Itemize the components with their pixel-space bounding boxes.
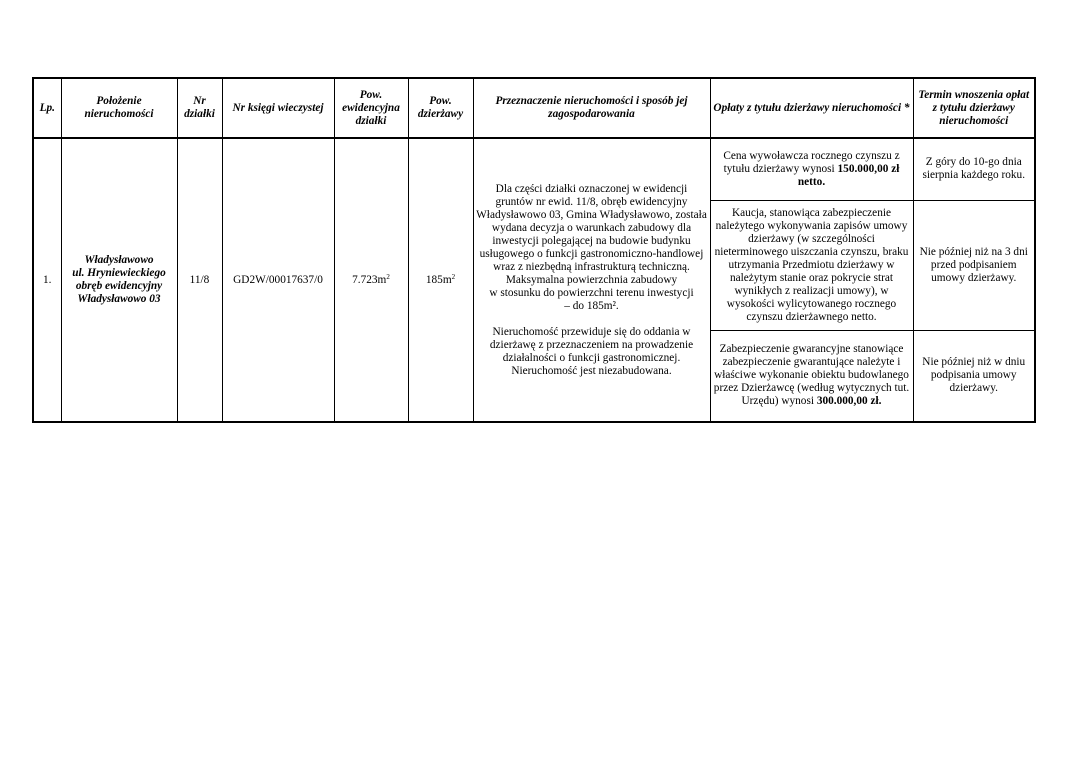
- plot-number: 11/8: [177, 138, 222, 422]
- table-header-row: [33, 78, 1035, 138]
- purpose-paragraph: Nieruchomość przewiduje się do oddania w dzierżawę z przeznaczeniem na prowadzenie działalności o funkcji gastronomicznej. Nieruchomość jest niezabudowana.: [489, 325, 694, 377]
- fee-text: Cena wywoławcza rocznego czynszu z tytułu dzierżawy wynosi: [723, 149, 900, 175]
- fee-amount: 300.000,00 zł: [816, 395, 879, 408]
- purpose-max-area-line: Maksymalna powierzchnia zabudowy: [505, 273, 678, 286]
- fee-text: Kaucja, stanowiąca zabezpieczenie należytego wykonywania zapisów umowy dzierżawy (w szczególności nieterminowego uiszczania czynszu, braku utrzymania Przedmiotu dzierżawy w należytym stanie oraz pokrycie strat wynikłych z realizacji umowy), w wysokości wylicytowanego rocznego czynszu dzierżawnego netto.: [714, 206, 909, 323]
- term-text: Z góry do 10-go dnia sierpnia każdego roku.: [922, 156, 1026, 182]
- header-purpose: Przeznaczenie nieruchomości i sposób jej zagospodarowania: [473, 78, 710, 138]
- header-term: Termin wnoszenia opłat z tytułu dzierżawy nieruchomości: [913, 78, 1035, 138]
- property-lease-table: [32, 77, 1036, 423]
- purpose-paragraph: [476, 183, 708, 313]
- header-location: Położenie nieruchomości: [61, 78, 177, 138]
- area-lease: [408, 138, 473, 422]
- area-register: [334, 138, 408, 422]
- area-lease-value: 185m: [425, 273, 452, 286]
- purpose-max-area-line: w stosunku do powierzchni terenu inwestycji: [489, 286, 694, 299]
- header-area-lease: Pow. dzierżawy: [408, 78, 473, 138]
- term-deposit: [913, 200, 1035, 330]
- area-register-exponent: 2: [386, 272, 390, 281]
- property-purpose: [473, 138, 710, 422]
- area-lease-exponent: 2: [451, 272, 456, 281]
- fee-guarantee: [710, 330, 913, 422]
- purpose-max-area-line: – do 185m².: [564, 299, 619, 312]
- header-lp: Lp.: [33, 78, 61, 138]
- header-plot-number: Nr działki: [177, 78, 222, 138]
- row-lp: 1.: [33, 138, 61, 422]
- purpose-decision-text: Dla części działki oznaczonej w ewidencji gruntów nr ewid. 11/8, obręb ewidencyjny Władysławowo 03, Gmina Władysławowo, została wydana decyzja o warunkach zabudowy dla inwestycji polegającej na budowie budynku usługowego o funkcji gastronomiczno-handlowej wraz z niezbędną infrastrukturą techniczną.: [476, 182, 707, 273]
- term-rent: [913, 138, 1035, 200]
- fee-text: Zabezpieczenie gwarancyjne stanowiące zabezpieczenie gwarantujące należyte i właściwe wykonanie obiektu budowlanego przez Dzierżawcę (według wytycznych tut. Urzędu) wynosi: [713, 343, 910, 408]
- property-location: [61, 138, 177, 422]
- fee-amount: 150.000,00 zł netto: [797, 162, 900, 188]
- location-line: obręb ewidencyjny: [75, 280, 163, 292]
- term-text: Nie później niż w dniu podpisania umowy dzierżawy.: [922, 356, 1026, 395]
- location-line: Władysławowo 03: [77, 293, 161, 305]
- header-area-register: Pow. ewidencyjna działki: [334, 78, 408, 138]
- term-guarantee: [913, 330, 1035, 422]
- fee-suffix: .: [822, 175, 826, 188]
- fee-starting-rent: [710, 138, 913, 200]
- area-register-value: 7.723m: [352, 273, 387, 286]
- fee-deposit: [710, 200, 913, 330]
- fee-suffix: .: [878, 395, 882, 408]
- location-line: ul. Hryniewieckiego: [72, 267, 166, 279]
- header-fees: Opłaty z tytułu dzierżawy nieruchomości *: [710, 78, 913, 138]
- term-text: Nie później niż na 3 dni przed podpisaniem umowy dzierżawy.: [919, 245, 1028, 284]
- land-register-number: GD2W/00017637/0: [222, 138, 334, 422]
- header-land-register: Nr księgi wieczystej: [222, 78, 334, 138]
- table-row: [33, 138, 1035, 200]
- location-line: Władysławowo: [84, 254, 154, 266]
